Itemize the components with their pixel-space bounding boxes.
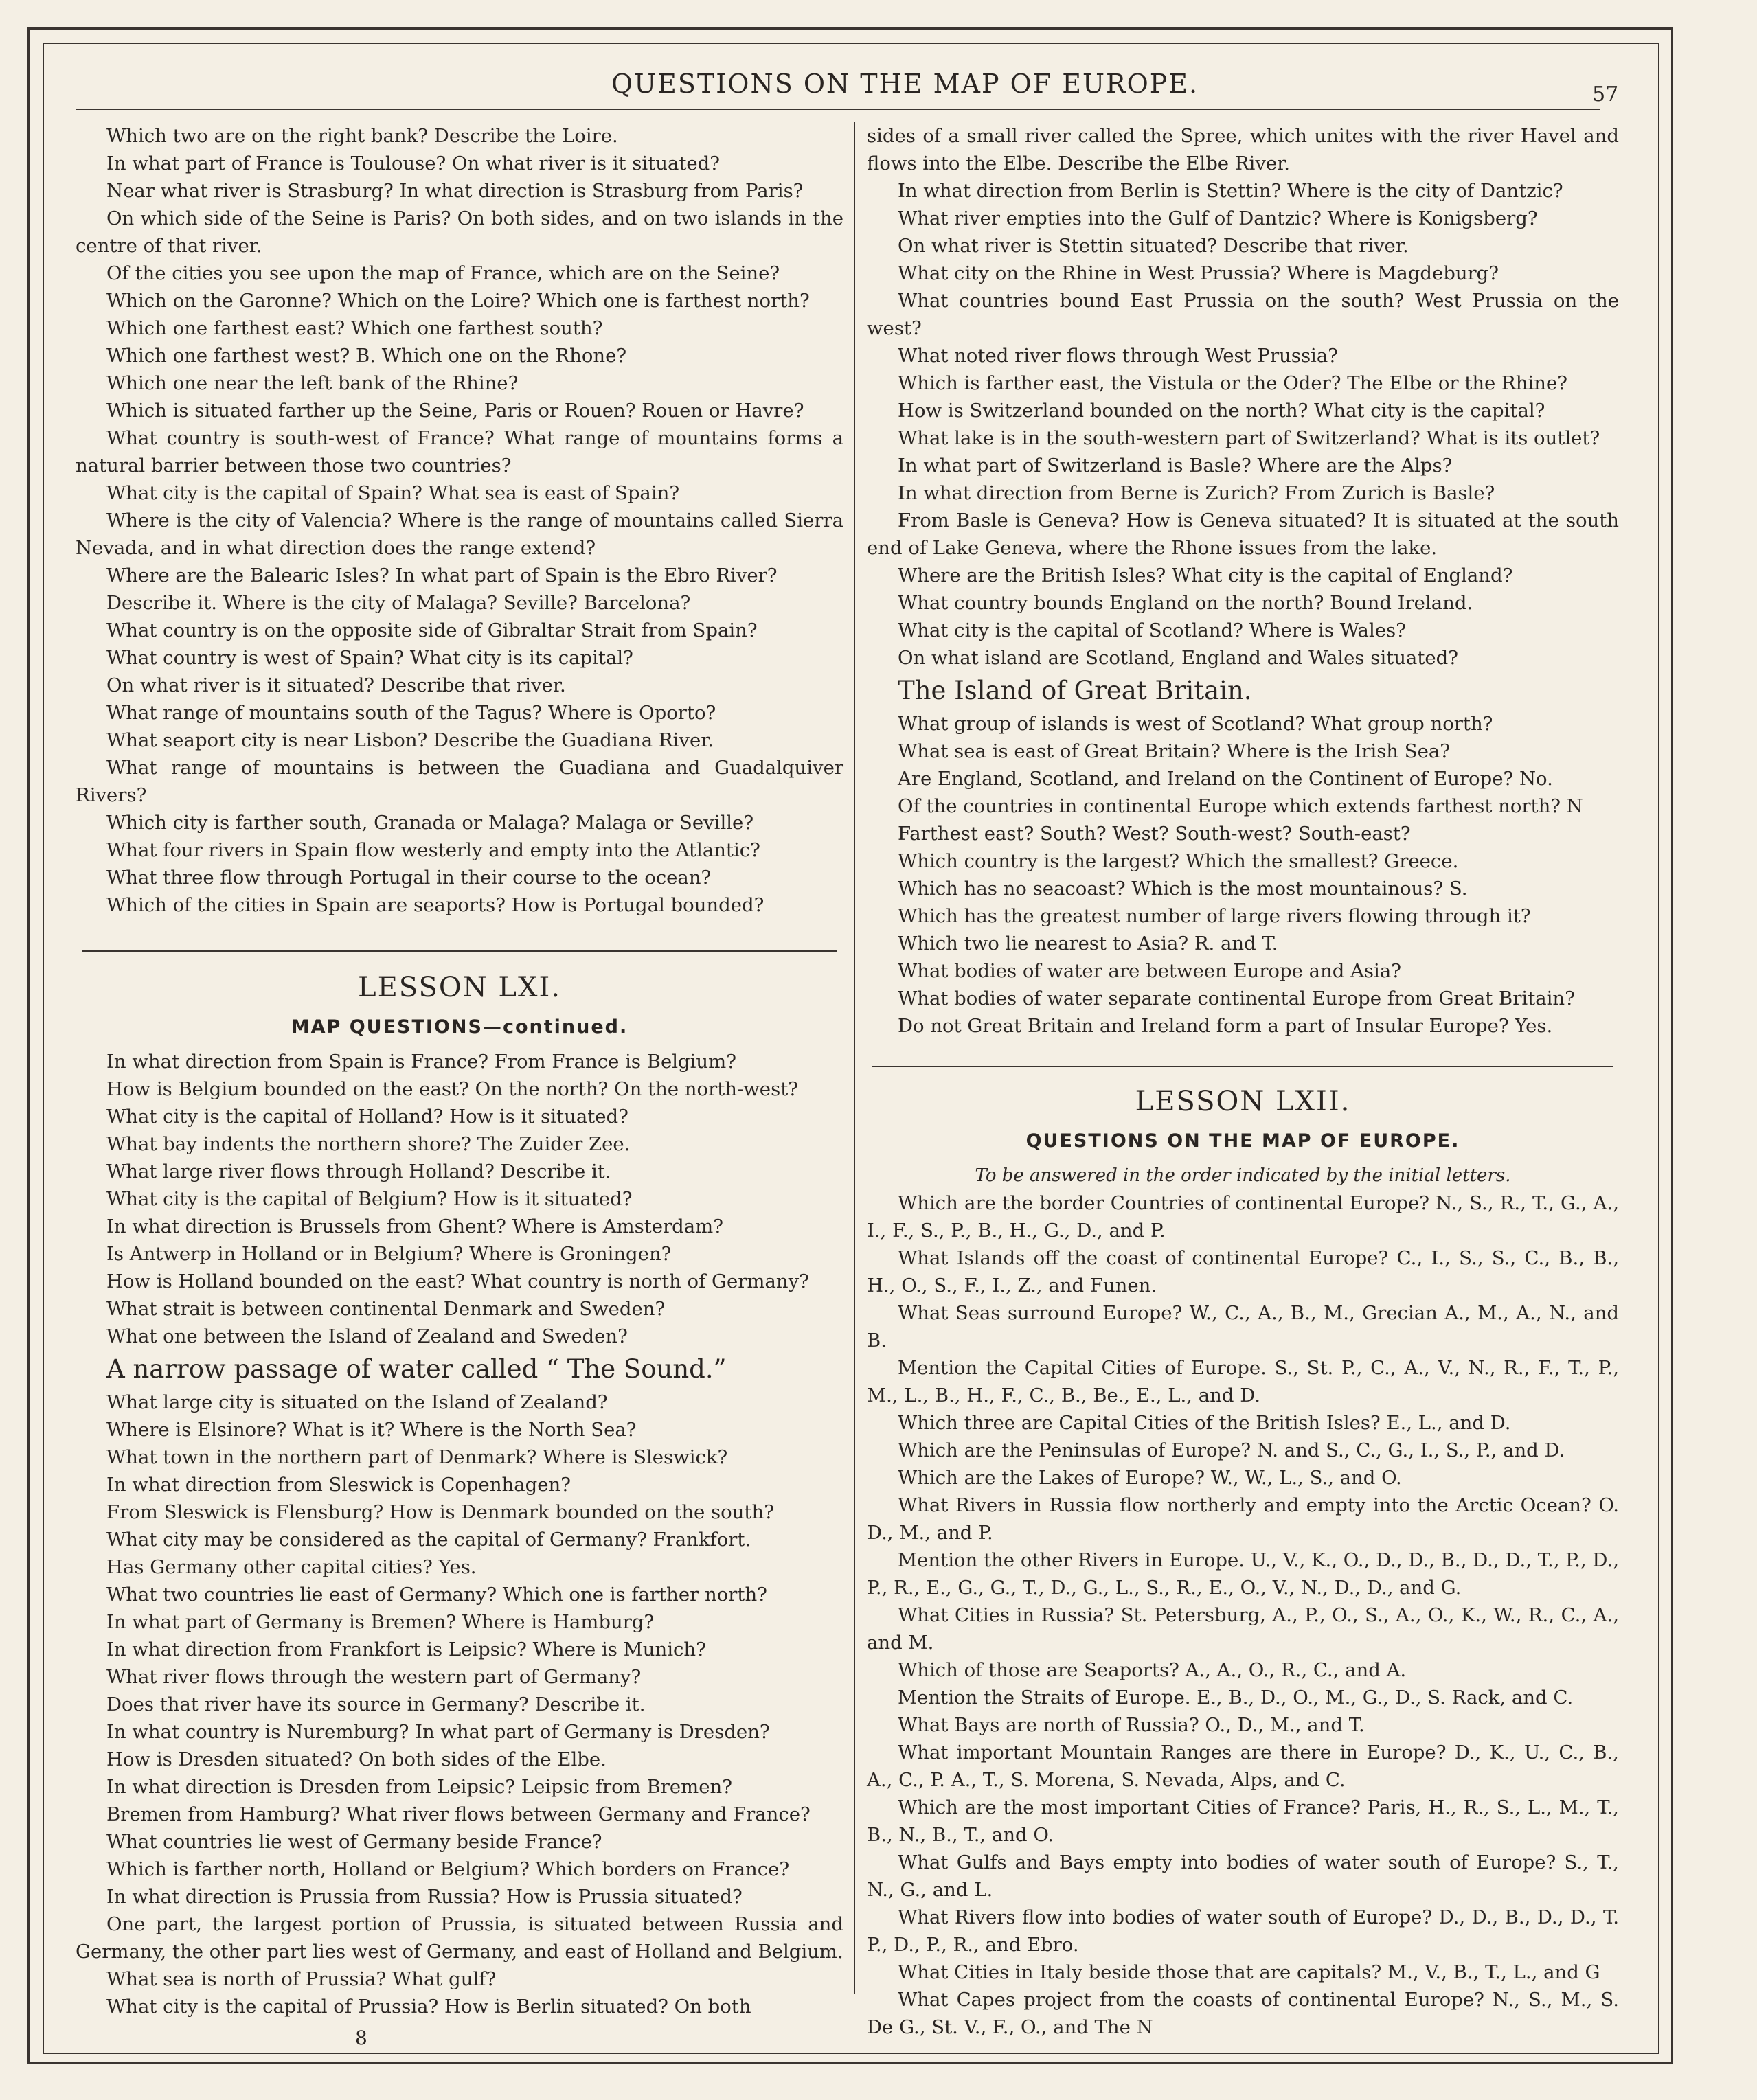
question-line: On what river is Stettin situated? Describe that river.: [898, 235, 1409, 257]
question-line: What one between the Island of Zealand and Sweden?: [106, 1325, 628, 1347]
section-rule: [872, 1066, 1613, 1067]
question-line: In what direction from Sleswick is Copenhagen?: [106, 1474, 571, 1496]
question-line: What bodies of water are between Europe and Asia?: [898, 960, 1401, 982]
question-line: What bay indents the northern shore? The Zuider Zee.: [106, 1133, 631, 1155]
question-line: What important Mountain Ranges are there in Europe? D., K., U., C., B., A., C., P. A., T., S. Morena, S. Nevada, Alps, and C.: [867, 1742, 1619, 1791]
question-line: From Sleswick is Flensburg? How is Denmark bounded on the south?: [106, 1501, 774, 1523]
question-line: Are England, Scotland, and Ireland on the Continent of Europe? No.: [898, 768, 1553, 790]
question-line: What river empties into the Gulf of Dantzic? Where is Konigsberg?: [898, 207, 1538, 229]
question-line: Which three are Capital Cities of the British Isles? E., L., and D.: [898, 1412, 1511, 1434]
question-line: Which one near the left bank of the Rhine?: [106, 372, 519, 394]
question-line: Which has no seacoast? Which is the most mountainous? S.: [898, 878, 1468, 900]
question-line: Does that river have its source in Germany? Describe it.: [106, 1693, 646, 1715]
question-line: Which is situated farther up the Seine, Paris or Rouen? Rouen or Havre?: [106, 400, 804, 422]
lesson-61-title: LESSON LXI.: [358, 972, 561, 1003]
header-rule: [76, 109, 1600, 110]
lesson-62-instruction: To be answered in the order indicated by the initial letters.: [975, 1165, 1511, 1186]
question-line: What country is south-west of France? What range of mountains forms a natural barrier between those two countries?: [76, 427, 843, 477]
question-line: In what part of Switzerland is Basle? Where are the Alps?: [898, 455, 1453, 477]
lesson-61-questions-b: [76, 1389, 843, 2020]
question-line: On which side of the Seine is Paris? On both sides, and on two islands in the centre of that river.: [76, 207, 843, 257]
question-line: What city is the capital of Holland? How is it situated?: [106, 1106, 628, 1128]
question-line: What range of mountains south of the Tagus? Where is Oporto?: [106, 702, 716, 724]
question-line: What city is the capital of Scotland? Where is Wales?: [898, 619, 1406, 641]
question-line: Farthest east? South? West? South-west? South-east?: [898, 823, 1411, 845]
question-line: Where are the British Isles? What city is the capital of England?: [898, 564, 1513, 586]
question-line: Is Antwerp in Holland or in Belgium? Where is Groningen?: [106, 1243, 672, 1265]
question-line: What country bounds England on the north? Bound Ireland.: [898, 592, 1473, 614]
question-line: What city is the capital of Belgium? How is it situated?: [106, 1188, 633, 1210]
question-line: How is Switzerland bounded on the north? What city is the capital?: [898, 400, 1545, 422]
page-number: 57: [1592, 82, 1619, 106]
left-question-list: [76, 122, 843, 919]
question-line: What country is on the opposite side of Gibraltar Strait from Spain?: [106, 619, 758, 641]
lesson-62-subtitle: QUESTIONS ON THE MAP OF EUROPE.: [1025, 1130, 1460, 1152]
lesson-61-questions-a: [76, 1048, 843, 1350]
question-line: What Rivers flow into bodies of water south of Europe? D., D., B., D., D., T. P., D., P., R., and Ebro.: [867, 1906, 1619, 1956]
question-line: Which one farthest west? B. Which one on the Rhone?: [106, 345, 627, 367]
question-line: Of the cities you see upon the map of France, which are on the Seine?: [106, 262, 780, 284]
question-line: From Basle is Geneva? How is Geneva situated? It is situated at the south end of Lake Geneva, where the Rhone issues from the lake.: [867, 510, 1619, 559]
question-line: Which two are on the right bank? Describe the Loire.: [106, 125, 618, 147]
lesson-61-big-answer: A narrow passage of water called “ The Sound.”: [106, 1354, 727, 1384]
question-line: Mention the other Rivers in Europe. U., V., K., O., D., D., B., D., D., T., P., D., P., R., E., G., G., T., D., G., L., S., R., E., O., V., N., D., D., and G.: [867, 1549, 1619, 1599]
column-divider: [854, 122, 855, 1994]
question-line: What large river flows through Holland? Describe it.: [106, 1161, 611, 1183]
right-question-list: [867, 122, 1619, 672]
question-line: What Rivers in Russia flow northerly and empty into the Arctic Ocean? O. D., M., and P.: [867, 1494, 1619, 1544]
question-line: What bodies of water separate continental Europe from Great Britain?: [898, 988, 1575, 1009]
question-line: In what direction from Frankfort is Leipsic? Where is Munich?: [106, 1639, 706, 1660]
question-line: Describe it. Where is the city of Malaga? Seville? Barcelona?: [106, 592, 691, 614]
question-line: What city is the capital of Prussia? How is Berlin situated? On both: [106, 1996, 751, 2018]
question-line: How is Dresden situated? On both sides of the Elbe.: [106, 1748, 607, 1770]
question-line: What three flow through Portugal in their course to the ocean?: [106, 867, 712, 889]
question-line: Which is farther north, Holland or Belgium? Which borders on France?: [106, 1858, 790, 1880]
question-line: What strait is between continental Denmark and Sweden?: [106, 1298, 666, 1320]
question-line: Which country is the largest? Which the smallest? Greece.: [898, 850, 1459, 872]
question-line: What Cities in Italy beside those that are capitals? M., V., B., T., L., and G: [898, 1961, 1600, 1983]
question-line: Where is the city of Valencia? Where is the range of mountains called Sierra Nevada, and in what direction does the range extend?: [76, 510, 843, 559]
section-rule: [82, 950, 837, 952]
question-line: What Gulfs and Bays empty into bodies of water south of Europe? S., T., N., G., and L.: [867, 1851, 1619, 1901]
question-line: In what part of France is Toulouse? On what river is it situated?: [106, 152, 721, 174]
question-line: Of the countries in continental Europe which extends farthest north? N: [898, 795, 1583, 817]
question-line: Which on the Garonne? Which on the Loire? Which one is farthest north?: [106, 290, 810, 312]
question-line: What large city is situated on the Island of Zealand?: [106, 1391, 608, 1413]
question-line: Bremen from Hamburg? What river flows between Germany and France?: [106, 1803, 811, 1825]
question-line: Has Germany other capital cities? Yes.: [106, 1556, 477, 1578]
question-line: Mention the Capital Cities of Europe. S., St. P., C., A., V., N., R., F., T., P., M., L., B., H., F., C., B., Be., E., L., and D.: [867, 1357, 1619, 1406]
question-line: On what river is it situated? Describe that river.: [106, 674, 566, 696]
question-line: What country is west of Spain? What city is its capital?: [106, 647, 633, 669]
question-line: How is Belgium bounded on the east? On the north? On the north-west?: [106, 1078, 798, 1100]
question-line: Which city is farther south, Granada or Malaga? Malaga or Seville?: [106, 812, 754, 834]
right-question-list-b: [867, 710, 1619, 1040]
question-line: Which two lie nearest to Asia? R. and T.: [898, 933, 1278, 955]
question-line: What city is the capital of Spain? What sea is east of Spain?: [106, 482, 680, 504]
question-line: In what direction is Brussels from Ghent? Where is Amsterdam?: [106, 1216, 723, 1237]
question-line: sides of a small river called the Spree, which unites with the river Havel and flows into the Elbe. Describe the Elbe River.: [867, 125, 1619, 174]
question-line: What sea is north of Prussia? What gulf?: [106, 1968, 497, 1990]
left-column: [76, 122, 843, 2052]
question-line: In what part of Germany is Bremen? Where is Hamburg?: [106, 1611, 655, 1633]
question-line: What countries lie west of Germany beside France?: [106, 1831, 602, 1853]
great-britain-answer: The Island of Great Britain.: [898, 676, 1252, 705]
question-line: Mention the Straits of Europe. E., B., D., O., M., G., D., S. Rack, and C.: [898, 1687, 1574, 1709]
lesson-61-subtitle: MAP QUESTIONS—continued.: [291, 1016, 628, 1038]
question-line: Which of the cities in Spain are seaports? How is Portugal bounded?: [106, 894, 764, 916]
question-line: What town in the northern part of Denmark? Where is Sleswick?: [106, 1446, 728, 1468]
question-line: What range of mountains is between the Guadiana and Guadalquiver Rivers?: [76, 757, 843, 806]
question-line: What Capes project from the coasts of continental Europe? N., S., M., S. De G., St. V., F., O., and The N: [867, 1989, 1619, 2038]
question-line: Which are the border Countries of continental Europe? N., S., R., T., G., A., I., F., S., P., B., H., G., D., and P.: [867, 1192, 1619, 1242]
question-line: Where are the Balearic Isles? In what part of Spain is the Ebro River?: [106, 564, 778, 586]
question-line: What two countries lie east of Germany? Which one is farther north?: [106, 1584, 767, 1606]
question-line: What Seas surround Europe? W., C., A., B., M., Grecian A., M., A., N., and B.: [867, 1302, 1619, 1351]
lesson-62-questions: [867, 1189, 1619, 2041]
question-line: What Cities in Russia? St. Petersburg, A., P., O., S., A., O., K., W., R., C., A., and M.: [867, 1604, 1619, 1654]
question-line: What group of islands is west of Scotland? What group north?: [898, 713, 1493, 735]
question-line: What noted river flows through West Prussia?: [898, 345, 1338, 367]
signature-mark: 8: [355, 2027, 367, 2049]
question-line: Which one farthest east? Which one farthest south?: [106, 317, 603, 339]
question-line: In what direction is Dresden from Leipsic? Leipsic from Bremen?: [106, 1776, 732, 1798]
question-line: Which are the Lakes of Europe? W., W., L., S., and O.: [898, 1467, 1402, 1489]
question-line: Where is Elsinore? What is it? Where is the North Sea?: [106, 1419, 637, 1441]
question-line: Which are the Peninsulas of Europe? N. and S., C., G., I., S., P., and D.: [898, 1439, 1565, 1461]
question-line: What Islands off the coast of continental Europe? C., I., S., S., C., B., B., H., O., S., F., I., Z., and Funen.: [867, 1247, 1619, 1297]
question-line: What Bays are north of Russia? O., D., M., and T.: [898, 1714, 1365, 1736]
lesson-62-title: LESSON LXII.: [1135, 1086, 1351, 1117]
question-line: One part, the largest portion of Prussia, is situated between Russia and Germany, the other part lies west of Germany, and east of Holland and Belgium.: [76, 1913, 843, 1963]
question-line: In what country is Nuremburg? In what part of Germany is Dresden?: [106, 1721, 770, 1743]
question-line: Which of those are Seaports? A., A., O., R., C., and A.: [898, 1659, 1407, 1681]
question-line: Do not Great Britain and Ireland form a part of Insular Europe? Yes.: [898, 1015, 1553, 1037]
question-line: In what direction from Berlin is Stettin? Where is the city of Dantzic?: [898, 180, 1563, 202]
question-line: What countries bound East Prussia on the south? West Prussia on the west?: [867, 290, 1619, 339]
question-line: Which is farther east, the Vistula or the Oder? The Elbe or the Rhine?: [898, 372, 1567, 394]
question-line: Which are the most important Cities of France? Paris, H., R., S., L., M., T., B., N., B., T., and O.: [867, 1796, 1619, 1846]
question-line: What city may be considered as the capital of Germany? Frankfort.: [106, 1529, 751, 1551]
question-line: What river flows through the western part of Germany?: [106, 1666, 642, 1688]
question-line: What lake is in the south-western part of Switzerland? What is its outlet?: [898, 427, 1600, 449]
question-line: What city on the Rhine in West Prussia? Where is Magdeburg?: [898, 262, 1499, 284]
question-line: Near what river is Strasburg? In what direction is Strasburg from Paris?: [106, 180, 804, 202]
question-line: In what direction from Spain is France? From France is Belgium?: [106, 1051, 736, 1073]
question-line: What seaport city is near Lisbon? Describe the Guadiana River.: [106, 729, 714, 751]
question-line: On what island are Scotland, England and Wales situated?: [898, 647, 1459, 669]
question-line: How is Holland bounded on the east? What country is north of Germany?: [106, 1270, 809, 1292]
question-line: Which has the greatest number of large rivers flowing through it?: [898, 905, 1531, 927]
question-line: In what direction is Prussia from Russia? How is Prussia situated?: [106, 1886, 743, 1908]
right-column: [867, 122, 1619, 2041]
question-line: In what direction from Berne is Zurich? From Zurich is Basle?: [898, 482, 1495, 504]
question-line: What four rivers in Spain flow westerly and empty into the Atlantic?: [106, 839, 760, 861]
question-line: What sea is east of Great Britain? Where is the Irish Sea?: [898, 740, 1451, 762]
running-title: QUESTIONS ON THE MAP OF EUROPE.: [611, 69, 1199, 99]
